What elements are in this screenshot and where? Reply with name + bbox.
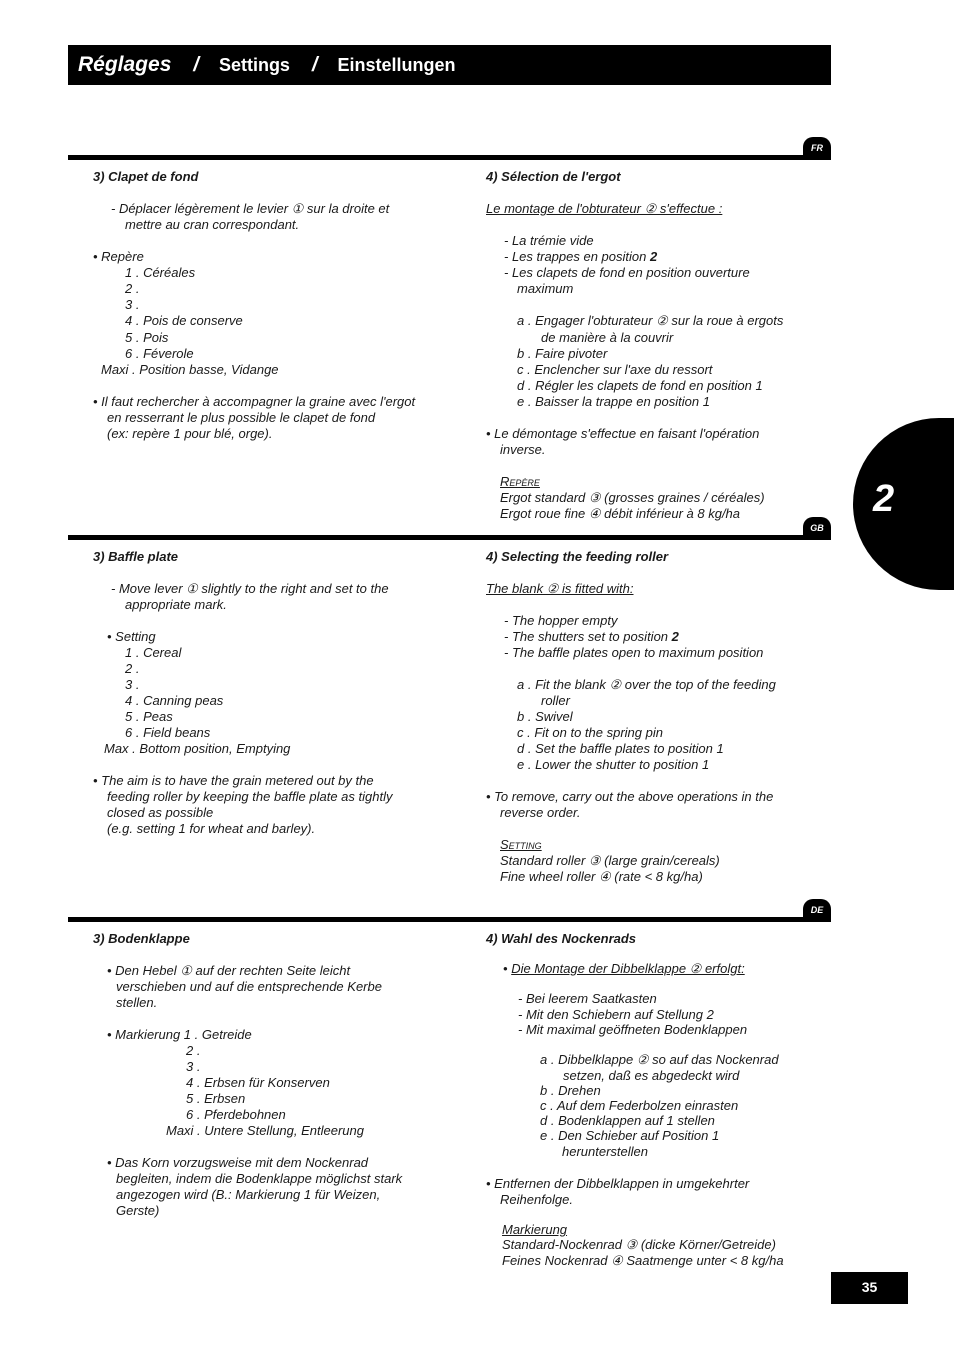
- heading-wahl-nockenrads: 4) Wahl des Nockenrads: [486, 931, 637, 946]
- list-item: 5 . Pois: [125, 330, 169, 345]
- list-item: 2 .: [125, 661, 140, 676]
- text-line: begleiten, indem die Bodenklappe möglichst stark: [116, 1171, 403, 1186]
- text-line: • Den Hebel ① auf der rechten Seite leicht: [107, 963, 351, 978]
- text-line: Gerste): [116, 1203, 160, 1218]
- step-item: b . Faire pivoter: [517, 346, 608, 361]
- title-separator: /: [311, 53, 318, 76]
- step-item: e . Den Schieber auf Position 1: [540, 1128, 720, 1143]
- list-item: 4 . Erbsen für Konserven: [186, 1075, 330, 1090]
- step-item: e . Lower the shutter to position 1: [517, 757, 710, 772]
- text-line: Ergot roue fine ④ débit inférieur à 8 kg/ha: [500, 506, 741, 521]
- text-line: maximum: [517, 281, 574, 296]
- step-item: c . Fit on to the spring pin: [517, 725, 663, 740]
- step-item: b . Swivel: [517, 709, 573, 724]
- list-item: 5 . Peas: [125, 709, 173, 724]
- list-item: Max . Bottom position, Emptying: [104, 741, 291, 756]
- step-item: de manière à la couvrir: [541, 330, 674, 345]
- text-line: • The aim is to have the grain metered out by the: [93, 773, 374, 788]
- list-item: 4 . Canning peas: [125, 693, 224, 708]
- heading-selection-ergot: 4) Sélection de l'ergot: [486, 169, 621, 184]
- text-line: verschieben und auf die entsprechende Kerbe: [116, 979, 382, 994]
- text-line: • Die Montage der Dibbelklappe ② erfolgt:: [503, 961, 745, 976]
- text-line: - The baffle plates open to maximum position: [504, 645, 764, 660]
- section-divider-de: [68, 917, 831, 922]
- step-item: herunterstellen: [562, 1144, 648, 1159]
- text-line: mettre au cran correspondant.: [125, 217, 300, 232]
- step-item: roller: [541, 693, 570, 708]
- list-item: 1 . Cereal: [125, 645, 182, 660]
- list-item: • Markierung 1 . Getreide: [107, 1027, 252, 1042]
- text-line: (ex: repère 1 pour blé, orge).: [107, 426, 273, 441]
- text-line: • Setting: [107, 629, 156, 644]
- text-line: feeding roller by keeping the baffle plate as tightly: [107, 789, 393, 804]
- step-item: c . Auf dem Federbolzen einrasten: [540, 1098, 739, 1113]
- list-item: 3 .: [186, 1059, 201, 1074]
- heading-feeding-roller: 4) Selecting the feeding roller: [486, 549, 669, 564]
- badge-fr: FR: [803, 137, 831, 157]
- text-line: reverse order.: [500, 805, 581, 820]
- step-item: d . Bodenklappen auf 1 stellen: [540, 1113, 715, 1128]
- text-line: Feines Nockenrad ④ Saatmenge unter < 8 kg/ha: [502, 1253, 784, 1268]
- section-divider-fr: [68, 155, 831, 160]
- text-line: (e.g. setting 1 for wheat and barley).: [107, 821, 316, 836]
- text-line: • To remove, carry out the above operations in the: [486, 789, 774, 804]
- text-line: Ergot standard ③ (grosses graines / céréales): [500, 490, 765, 505]
- text-line: The blank ② is fitted with:: [486, 581, 634, 596]
- text-line: appropriate mark.: [125, 597, 227, 612]
- list-item: 5 . Erbsen: [186, 1091, 246, 1106]
- title-fr: Réglages: [78, 53, 172, 76]
- list-item: Maxi . Position basse, Vidange: [101, 362, 279, 377]
- text-line: en resserrant le plus possible le clapet de fond: [107, 410, 376, 425]
- step-item: a . Engager l'obturateur ② sur la roue à ergots: [517, 313, 784, 328]
- list-item: 6 . Féverole: [125, 346, 194, 361]
- text-line: - The shutters set to position 2: [504, 629, 679, 644]
- subheading-setting: Setting: [500, 837, 542, 852]
- list-item: Maxi . Untere Stellung, Entleerung: [166, 1123, 364, 1138]
- step-item: setzen, daß es abgedeckt wird: [563, 1068, 740, 1083]
- text-line: - Bei leerem Saatkasten: [518, 991, 657, 1006]
- title-de: Einstellungen: [337, 54, 456, 75]
- subheading-repere: Repère: [500, 474, 540, 489]
- text-line: Reihenfolge.: [500, 1192, 573, 1207]
- text-line: - Mit den Schiebern auf Stellung 2: [518, 1007, 714, 1022]
- text-line: - Les trappes en position 2: [504, 249, 658, 264]
- heading-clapet-de-fond: 3) Clapet de fond: [93, 169, 199, 184]
- text-line: • Repère: [93, 249, 144, 264]
- heading-baffle-plate: 3) Baffle plate: [93, 549, 179, 564]
- list-item: 2 .: [186, 1043, 201, 1058]
- subheading-markierung: Markierung: [502, 1222, 568, 1237]
- text-line: angezogen wird (B.: Markierung 1 für Weizen,: [116, 1187, 381, 1202]
- text-line: Fine wheel roller ④ (rate < 8 kg/ha): [500, 869, 703, 884]
- text-line: • Das Korn vorzugsweise mit dem Nockenrad: [107, 1155, 369, 1170]
- list-item: 6 . Field beans: [125, 725, 211, 740]
- page-header: [68, 45, 831, 85]
- text-line: - Les clapets de fond en position ouverture: [504, 265, 750, 280]
- step-item: d . Set the baffle plates to position 1: [517, 741, 724, 756]
- text-line: inverse.: [500, 442, 546, 457]
- chapter-tab: [853, 418, 954, 590]
- text-line: Le montage de l'obturateur ② s'effectue :: [486, 201, 723, 216]
- step-item: b . Drehen: [540, 1083, 601, 1098]
- badge-de: DE: [803, 899, 831, 919]
- step-item: a . Fit the blank ② over the top of the feeding: [517, 677, 776, 692]
- text-line: - The hopper empty: [504, 613, 618, 628]
- text-line: • Entfernen der Dibbelklappen in umgekehrter: [486, 1176, 750, 1191]
- step-item: d . Régler les clapets de fond en position 1: [517, 378, 763, 393]
- chapter-number: 2: [873, 478, 895, 520]
- heading-bodenklappe: 3) Bodenklappe: [93, 931, 190, 946]
- title-separator: /: [193, 53, 199, 76]
- text-line: - La trémie vide: [504, 233, 594, 248]
- title-en: Settings: [218, 54, 290, 75]
- text-line: - Mit maximal geöffneten Bodenklappen: [518, 1022, 748, 1037]
- badge-gb: GB: [803, 517, 831, 537]
- text-line: - Déplacer légèrement le levier ① sur la droite et: [111, 201, 390, 216]
- step-item: c . Enclencher sur l'axe du ressort: [517, 362, 713, 377]
- text-line: Standard roller ③ (large grain/cereals): [500, 853, 720, 868]
- section-divider-gb: [68, 535, 831, 540]
- list-item: 3 .: [125, 677, 140, 692]
- text-line: • Il faut rechercher à accompagner la graine avec l'ergot: [93, 394, 416, 409]
- list-item: 1 . Céréales: [125, 265, 196, 280]
- list-item: 6 . Pferdebohnen: [186, 1107, 286, 1122]
- text-line: - Move lever ① slightly to the right and set to the: [111, 581, 389, 596]
- text-line: closed as possible: [107, 805, 214, 820]
- page-number: 35: [831, 1272, 908, 1304]
- text-line: • Le démontage s'effectue en faisant l'opération: [486, 426, 760, 441]
- list-item: 2 .: [125, 281, 140, 296]
- text-line: Standard-Nockenrad ③ (dicke Körner/Getreide): [502, 1237, 776, 1252]
- list-item: 3 .: [125, 297, 140, 312]
- step-item: a . Dibbelklappe ② so auf das Nockenrad: [540, 1052, 779, 1067]
- text-line: stellen.: [116, 995, 158, 1010]
- step-item: e . Baisser la trappe en position 1: [517, 394, 710, 409]
- list-item: 4 . Pois de conserve: [125, 313, 243, 328]
